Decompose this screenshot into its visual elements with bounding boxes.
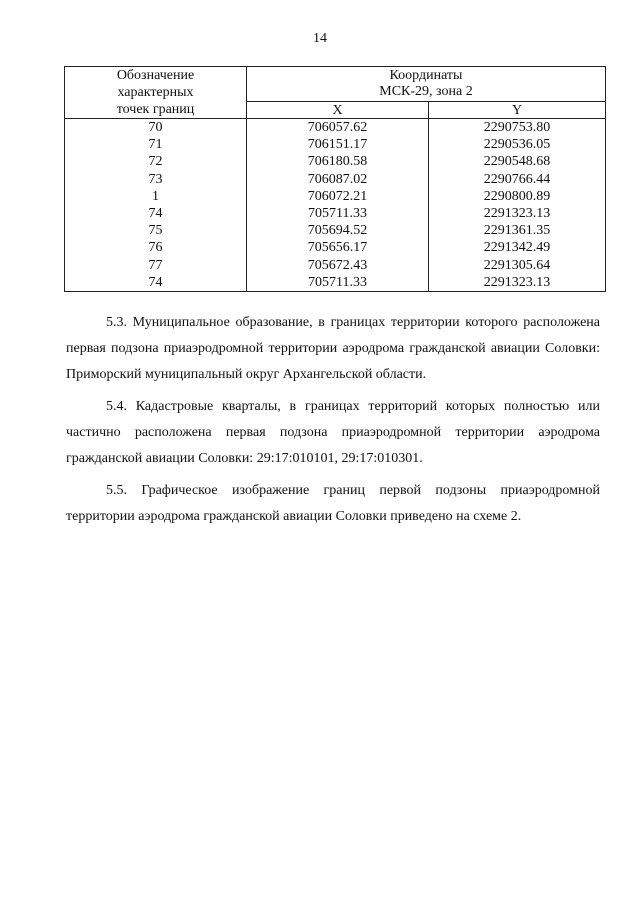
cell-point: 1 (65, 188, 247, 205)
cell-x: 705656.17 (247, 239, 429, 256)
cell-y: 2290753.80 (429, 119, 606, 137)
header-point-line-2: характерных (117, 85, 194, 100)
table-row (65, 119, 606, 137)
cell-point: 72 (65, 153, 247, 170)
header-y: Y (429, 102, 606, 119)
cell-x: 706151.17 (247, 136, 429, 153)
cell-point: 73 (65, 171, 247, 188)
cell-y: 2291361.35 (429, 222, 606, 239)
header-coordinates (247, 67, 606, 102)
table-row (65, 257, 606, 274)
cell-x: 706072.21 (247, 188, 429, 205)
cell-point: 76 (65, 239, 247, 256)
cell-x: 705711.33 (247, 205, 429, 222)
paragraph-5-5: 5.5. Графическое изображение границ первой подзоны приаэродромной территории аэродрома гражданской авиации Соловки приведено на схеме 2. (66, 483, 600, 524)
header-x: X (247, 102, 429, 119)
header-point-designation (65, 67, 247, 119)
document-body (66, 310, 600, 536)
cell-point: 77 (65, 257, 247, 274)
cell-y: 2291305.64 (429, 257, 606, 274)
cell-y: 2291323.13 (429, 205, 606, 222)
cell-x: 705711.33 (247, 274, 429, 292)
cell-point: 75 (65, 222, 247, 239)
header-coordinates-line-2: МСК-29, зона 2 (379, 84, 473, 99)
cell-x: 706057.62 (247, 119, 429, 137)
header-point-line-3: точек границ (116, 102, 195, 117)
table-row (65, 239, 606, 256)
cell-point: 70 (65, 119, 247, 137)
cell-x: 705672.43 (247, 257, 429, 274)
header-coordinates-line-1: Координаты (389, 68, 463, 83)
cell-y: 2290536.05 (429, 136, 606, 153)
cell-y: 2290548.68 (429, 153, 606, 170)
paragraph-5-3: 5.3. Муниципальное образование, в границах территории которого расположена первая подзона приаэродромной территории аэродрома гражданской авиации Соловки: Приморский муниципальный округ Архангельской области. (66, 315, 600, 382)
table-row (65, 205, 606, 222)
table-row (65, 274, 606, 292)
header-point-line-1: Обозначение (116, 68, 195, 83)
cell-y: 2291323.13 (429, 274, 606, 292)
cell-x: 706180.58 (247, 153, 429, 170)
cell-y: 2291342.49 (429, 239, 606, 256)
table-row (65, 222, 606, 239)
page-number: 14 (313, 31, 327, 46)
cell-point: 74 (65, 205, 247, 222)
cell-x: 706087.02 (247, 171, 429, 188)
table-row (65, 188, 606, 205)
table-row (65, 171, 606, 188)
paragraph-5-4: 5.4. Кадастровые кварталы, в границах территорий которых полностью или частично расположена первая подзона приаэродромной территории аэродрома гражданской авиации Соловки: 29:17:010101, 29:17:010301. (66, 399, 600, 466)
coordinates-table (64, 66, 606, 292)
cell-y: 2290800.89 (429, 188, 606, 205)
table-row (65, 153, 606, 170)
cell-point: 74 (65, 274, 247, 292)
cell-x: 705694.52 (247, 222, 429, 239)
table-row (65, 136, 606, 153)
cell-y: 2290766.44 (429, 171, 606, 188)
cell-point: 71 (65, 136, 247, 153)
